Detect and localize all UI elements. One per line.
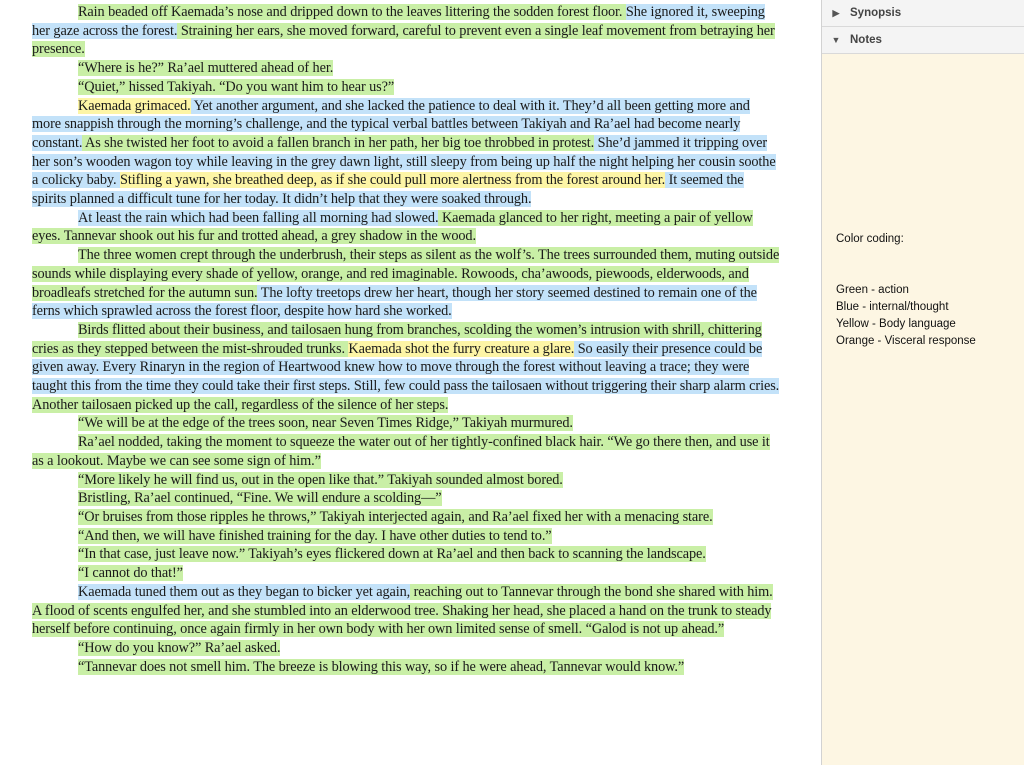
- highlight-segment: “How do you know?” Ra’ael asked.: [78, 639, 281, 656]
- notes-label: Notes: [850, 34, 882, 46]
- manuscript-text[interactable]: [32, 3, 780, 676]
- disclosure-triangle-right-icon[interactable]: ▶: [832, 7, 840, 18]
- legend-line-orange: Orange - Visceral response: [836, 335, 976, 347]
- paragraph: [32, 527, 780, 546]
- paragraph: [32, 78, 780, 97]
- highlight-segment: She’d jammed it tripping over her son’s wooden wagon toy while leaving in the grey dawn light, still sleepy from being up half the night helping her cousin soothe a colicky baby.: [32, 134, 776, 189]
- paragraph: [32, 639, 780, 658]
- paragraph: [32, 433, 780, 470]
- legend-line-yellow: Yellow - Body language: [836, 318, 956, 330]
- highlight-segment: “Quiet,” hissed Takiyah. “Do you want him to hear us?”: [78, 78, 395, 95]
- paragraph: [32, 489, 780, 508]
- highlight-segment: “More likely he will find us, out in the open like that.” Takiyah sounded almost bored.: [78, 471, 563, 488]
- highlight-segment: “And then, we will have finished training for the day. I have other duties to tend to.”: [78, 527, 552, 544]
- highlight-segment: Kaemada grimaced.: [78, 97, 191, 114]
- highlight-segment: At least the rain which had been falling all morning had slowed.: [78, 209, 439, 226]
- paragraph: [32, 564, 780, 583]
- highlight-segment: Rain beaded off Kaemada’s nose and dripped down to the leaves littering the sodden forest floor.: [78, 4, 626, 20]
- highlight-segment: Kaemada tuned them out as they began to bicker yet again,: [78, 583, 411, 600]
- highlight-segment: As she twisted her foot to avoid a fallen branch in her path, her big toe throbbed in protest.: [82, 134, 595, 151]
- notes-section-header[interactable]: [822, 27, 1024, 54]
- highlight-segment: “We will be at the edge of the trees soon, near Seven Times Ridge,” Takiyah murmured.: [78, 415, 573, 432]
- inspector-panel: [821, 0, 1024, 765]
- highlight-segment: She ignored it, sweeping her gaze across the forest.: [32, 4, 765, 39]
- highlight-segment: “Or bruises from those ripples he throws,” Takiyah interjected again, and Ra’ael fixed her with a menacing stare.: [78, 508, 713, 525]
- paragraph: [32, 545, 780, 564]
- synopsis-section-header[interactable]: [822, 0, 1024, 27]
- highlight-segment: Yet another argument, and she lacked the patience to deal with it. They’d all been getting more and more snappish through the morning’s challenge, and the typical verbal battles between Takiyah and Ra’ael had become nearly constant.: [32, 97, 750, 151]
- highlight-segment: So easily their presence could be given away. Every Rinaryn in the region of Heartwood knew how to move through the forest without leaving a trace; they were taught this from the time they could take their first steps. Still, few could pass the tailosaen without triggering their sharp alarm cries.: [32, 340, 780, 395]
- highlight-segment: “Where is he?” Ra’ael muttered ahead of her.: [78, 60, 334, 77]
- highlight-segment: Stifling a yawn, she breathed deep, as if she could pull more alertness from the forest around her.: [120, 172, 666, 189]
- highlight-segment: Another tailosaen picked up the call, regardless of the silence of her steps.: [32, 396, 449, 413]
- paragraph: [32, 658, 780, 677]
- paragraph: [32, 246, 780, 321]
- highlight-segment: The three women crept through the underbrush, their steps as silent as the wolf’s. The trees surrounded them, muting outside sounds while displaying every shade of yellow, orange, and red imaginable. Rowoods, cha’awoods, piewoods, elderwoods, and broadleafs stretched for the autumn sun.: [32, 247, 780, 301]
- highlight-segment: Birds flitted about their business, and tailosaen hung from branches, scolding the women’s intrusion with shrill, chittering cries as they stepped between the mist-shrouded trunks.: [32, 321, 762, 357]
- paragraph: [32, 209, 780, 246]
- legend-line-green: Green - action: [836, 284, 909, 296]
- highlight-segment: “Tannevar does not smell him. The breeze is blowing this way, so if he were ahead, Tannevar would know.”: [78, 658, 685, 675]
- paragraph: [32, 583, 780, 639]
- paragraph: [32, 59, 780, 78]
- highlight-segment: “In that case, just leave now.” Takiyah’s eyes flickered down at Ra’ael and then back to scanning the landscape.: [78, 546, 706, 563]
- paragraph: [32, 321, 780, 415]
- highlight-segment: Straining her ears, she moved forward, careful to prevent even a single leaf movement from betraying her presence.: [32, 22, 775, 58]
- paragraph: [32, 97, 780, 209]
- synopsis-label: Synopsis: [850, 7, 902, 19]
- highlight-segment: Bristling, Ra’ael continued, “Fine. We will endure a scolding—”: [78, 490, 442, 507]
- highlight-segment: Kaemada shot the furry creature a glare.: [348, 340, 575, 357]
- paragraph: [32, 3, 780, 59]
- highlight-segment: Ra’ael nodded, taking the moment to squeeze the water out of her tightly-confined black hair. “We go there then, and use it as a lookout. Maybe we can see some sign of him.”: [32, 434, 770, 469]
- paragraph: [32, 414, 780, 433]
- highlight-segment: Kaemada glanced to her right, meeting a pair of yellow eyes. Tannevar shook out his fur and trotted ahead, a grey shadow in the wood.: [32, 209, 753, 245]
- highlight-segment: “I cannot do that!”: [78, 565, 183, 582]
- highlight-segment: It seemed the spirits planned a difficult tune for her today. It didn’t help that they were soaked through.: [32, 172, 744, 208]
- paragraph: [32, 508, 780, 527]
- paragraph: [32, 471, 780, 490]
- color-legend-list: [836, 282, 1015, 350]
- disclosure-triangle-down-icon[interactable]: ▼: [831, 35, 841, 45]
- highlight-segment: reaching out to Tannevar through the bond she shared with him. A flood of scents engulfed her, and she stumbled into an elderwood tree. Shaking her head, she placed a hand on the trunk to steady herself before continuing, once again firmly in her own body with her own limited sense of smell. “Galod is not up ahead.”: [32, 583, 773, 638]
- notes-heading: Color coding:: [836, 233, 904, 245]
- highlight-segment: The lofty treetops drew her heart, though her story seemed destined to remain one of the ferns which sprawled across the forest floor, despite how hard she worked.: [32, 284, 757, 320]
- notes-text-area[interactable]: [822, 231, 1024, 350]
- legend-line-blue: Blue - internal/thought: [836, 301, 949, 313]
